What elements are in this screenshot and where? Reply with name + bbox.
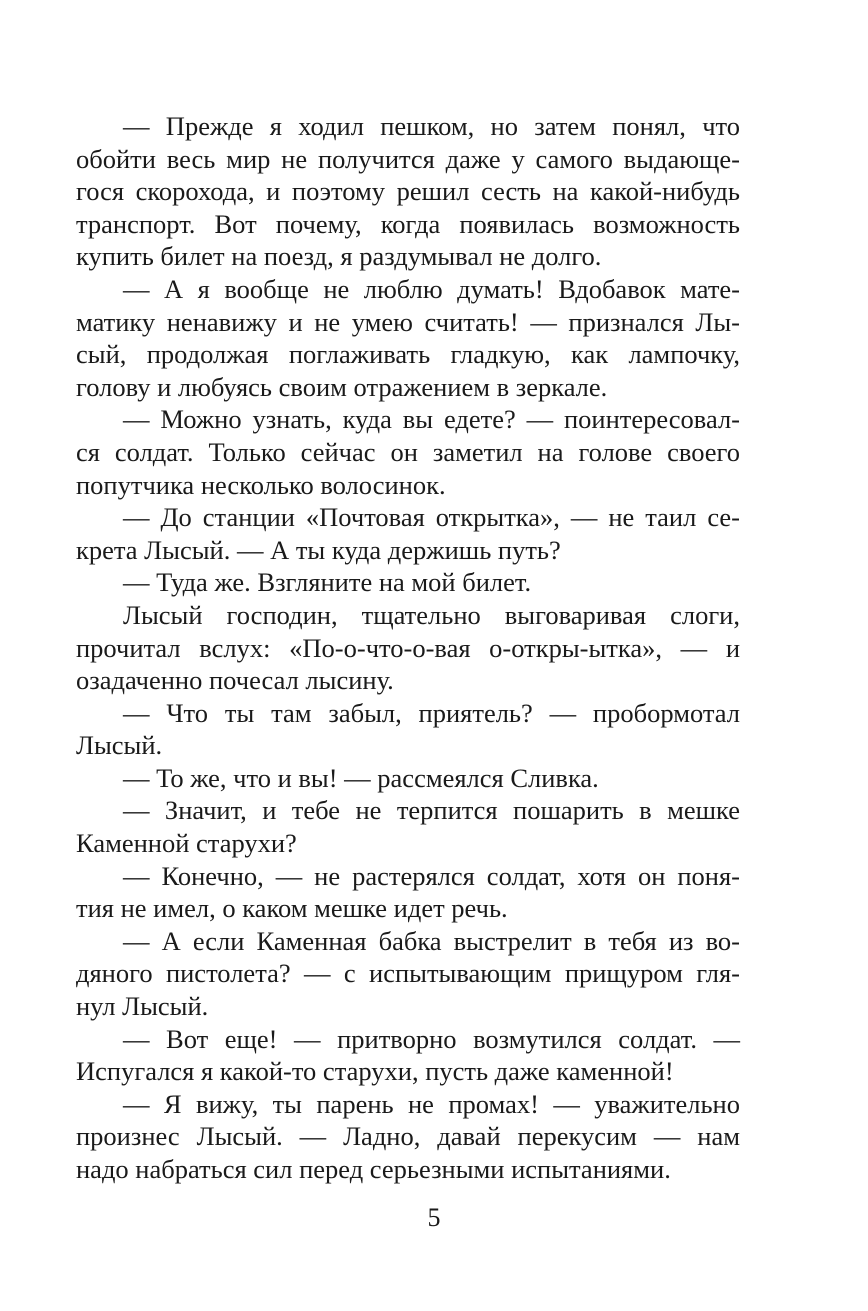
paragraph: [76, 794, 740, 859]
text-line: — Значит, и тебе не терпится пошарить в мешке: [123, 795, 740, 826]
paragraph: [76, 403, 740, 501]
text-line: купить билет на поезд, я раздумывал не долго.: [76, 241, 602, 272]
text-line: крета Лысый. — А ты куда держишь путь?: [76, 534, 561, 565]
paragraph: [76, 599, 740, 697]
paragraph: [76, 110, 740, 273]
text-line: — Я вижу, ты парень не промах! — уважительно: [123, 1088, 740, 1119]
paragraph: [76, 273, 740, 403]
paragraph: [76, 762, 740, 795]
paragraph: [76, 697, 740, 762]
text-line: дяного пистолета? — с испытывающим прищуром гля-: [76, 958, 740, 989]
page-body: [76, 110, 740, 1186]
text-line: Лысый господин, тщательно выговаривая слоги,: [123, 599, 740, 630]
text-line: ся солдат. Только сейчас он заметил на голове своего: [76, 436, 740, 467]
text-line: — То же, что и вы! — рассмеялся Сливка.: [123, 762, 599, 793]
text-line: сый, продолжая поглаживать гладкую, как лампочку,: [76, 339, 740, 370]
text-line: нул Лысый.: [76, 991, 209, 1022]
text-line: — Что ты там забыл, приятель? — пробормотал: [123, 697, 740, 728]
text-line: — А если Каменная бабка выстрелит в тебя из во-: [123, 925, 740, 956]
text-line: гося скорохода, и поэтому решил сесть на какой-нибудь: [76, 176, 740, 207]
text-line: Каменной старухи?: [76, 828, 297, 859]
text-line: надо набраться сил перед серьезными испытаниями.: [76, 1154, 671, 1184]
text-line: матику ненавижу и не умею считать! — признался Лы-: [76, 306, 740, 337]
text-line: Лысый.: [76, 730, 163, 761]
text-line: озадаченно почесал лысину.: [76, 665, 394, 696]
paragraph: [76, 925, 740, 1023]
text-line: — Туда же. Взгляните на мой билет.: [123, 567, 532, 598]
paragraph: [76, 501, 740, 566]
text-line: Испугался я какой-то старухи, пусть даже каменной!: [76, 1056, 674, 1087]
text-line: транспорт. Вот почему, когда появилась возможность: [76, 208, 740, 239]
paragraph: [76, 1088, 740, 1186]
text-line: — Можно узнать, куда вы едете? — поинтересовал-: [123, 404, 740, 435]
text-line: голову и любуясь своим отражением в зеркале.: [76, 371, 608, 402]
text-line: тия не имел, о каком мешке идет речь.: [76, 893, 508, 924]
text-line: — Вот еще! — притворно возмутился солдат. —: [123, 1023, 740, 1054]
paragraph: [76, 860, 740, 925]
text-line: прочитал вслух: «По-о-что-о-вая о-откры-ытка», — и: [76, 632, 740, 663]
text-line: обойти весь мир не получится даже у самого выдающе-: [76, 143, 740, 174]
text-line: — Прежде я ходил пешком, но затем понял, что: [123, 111, 740, 141]
text-line: — А я вообще не люблю думать! Вдобавок мате-: [123, 273, 740, 304]
paragraph: [76, 566, 740, 599]
text-line: — До станции «Почтовая открытка», — не таил се-: [123, 502, 740, 533]
page-number: 5: [427, 1203, 441, 1232]
paragraph: [76, 1023, 740, 1088]
text-line: попутчика несколько волосинок.: [76, 469, 446, 500]
text-line: произнес Лысый. — Ладно, давай перекусим — нам: [76, 1121, 740, 1152]
text-line: — Конечно, — не растерялся солдат, хотя он поня-: [123, 860, 740, 891]
